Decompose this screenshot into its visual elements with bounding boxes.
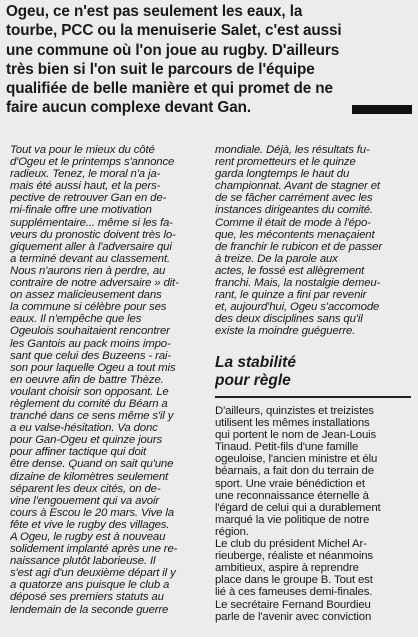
left-column-line: naissance plutôt laborieuse. Il	[10, 555, 156, 568]
right-column-line: franchi. Mais, la nostalgie demeu-	[215, 277, 381, 290]
right-column-line: qui portent le nom de Jean-Louis	[215, 429, 377, 442]
right-column-line: région.	[215, 525, 249, 538]
subheading-line: La stabilité	[215, 354, 296, 371]
right-column-line: rent prometteurs et le quinze	[215, 156, 356, 169]
left-column-line: les Gantois au pack moins impo-	[10, 337, 171, 350]
right-column-line: de se fâcher carrément avec les	[215, 192, 373, 205]
right-column-line: marqué la vie politique de notre	[215, 513, 370, 526]
right-column-line: place dans le groupe B. Tout est	[215, 574, 373, 587]
lede-end-bar	[352, 105, 412, 114]
left-column-line: contraire de notre adversaire » dit-	[10, 277, 179, 290]
lede-line: faire aucun complexe devant Gan.	[6, 99, 252, 117]
left-column-line: dizaine de kilomètres seulement	[10, 470, 169, 483]
section-subheading	[215, 354, 415, 390]
right-column-line: championnat. Avant de stagner et	[215, 180, 380, 193]
left-column-line: vine l'engouement qui va avoir	[10, 494, 160, 507]
lede-line: une commune où l'on joue au rugby. D'ailleurs	[6, 41, 340, 59]
left-column-line: en oeuvre afin de battre Thèze.	[10, 373, 164, 386]
left-column-line: lendemain de la seconde guerre	[10, 603, 169, 616]
left-column-line: séparent les deux cités, on de-	[10, 482, 161, 495]
left-column-line: A Ogeu, le rugby est à nouveau	[10, 531, 166, 543]
lede-line: tourbe, PCC ou la menuiserie Salet, c'est aussi	[6, 22, 342, 40]
right-column-line: des deux disciplines sans qu'il	[215, 313, 363, 326]
left-column-line: Nous n'aurons rien à perdre, au	[10, 264, 166, 277]
right-column-line: garda longtemps le haut du	[215, 168, 350, 181]
right-column-line: utilisent les mêmes installations	[215, 417, 370, 430]
right-column-line: parle de l'avenir avec conviction	[215, 610, 372, 623]
right-column-bottom	[215, 405, 413, 623]
left-column-line: mais été aussi haut, et la pers-	[10, 180, 161, 193]
left-column-line: supplémentaire... même si les fa-	[10, 216, 173, 229]
left-column-line: Tout va pour le mieux du côté	[10, 144, 155, 156]
right-column-line: lié à ces fameuses demi-finales.	[215, 586, 373, 599]
left-column-line: voulant choisir son opposant. Le	[10, 385, 169, 398]
left-column-line: a terminé devant au classement.	[10, 252, 170, 265]
left-column-line: règlement du comité du Béarn a	[10, 397, 168, 410]
right-column-line: Le club du président Michel Ar-	[215, 538, 367, 551]
right-column-line: et, aujourd'hui, Ogeu s'accomode	[215, 301, 380, 314]
lede-paragraph	[6, 2, 414, 118]
right-column-top	[215, 144, 413, 338]
left-column-line: la commune si célèbre pour ses	[10, 301, 167, 314]
right-column-line: ambitieux, aspire à reprendre	[215, 562, 359, 575]
left-column-line: déposé ses premiers statuts au	[10, 591, 164, 604]
left-column-line: pour affiner tactique qui doit	[10, 446, 147, 459]
right-column-line: Comme il était de mode à l'épo-	[215, 216, 371, 229]
right-column-line: rieuberge, réaliste et néanmoins	[215, 550, 373, 563]
lede-line: qualifiée de belle manière et qui promet de ne	[6, 80, 333, 98]
left-column	[10, 144, 204, 616]
right-column-line: actes, le fossé est allègrement	[215, 264, 365, 277]
right-column-line: béarnais, a fait don du terrain de	[215, 465, 374, 478]
left-column-line: radieux. Tenez, le moral n'a ja-	[10, 168, 161, 181]
right-column-line: instances dirigeantes du comité.	[215, 204, 373, 217]
right-column-line: Tinaud. Petit-fils d'une famille	[215, 441, 359, 454]
lede-line: Ogeu, ce n'est pas seulement les eaux, la	[6, 3, 303, 20]
right-column-line: Le secrétaire Fernand Bourdieu	[215, 598, 371, 611]
subheading-rule	[215, 396, 411, 398]
left-column-line: eaux. Il n'empêche que les	[10, 313, 142, 326]
right-column-line: une reconnaissance éternelle à	[215, 489, 369, 502]
left-column-line: s'est agi d'un deuxième départ il y	[10, 567, 176, 580]
right-column-line: ogeuloise, l'ancien ministre et élu	[215, 453, 378, 466]
left-column-line: d'Ogeu et le printemps s'annonce	[10, 156, 175, 169]
right-column-line: que, les mécontents menaçaient	[215, 228, 375, 241]
left-column-line: on assez malicieusement dans	[10, 289, 162, 302]
lede-line: très bien si l'on suit le parcours de l'équipe	[6, 60, 315, 78]
left-column-line: pective de retrouver Gan en de-	[10, 192, 167, 205]
left-column-line: a quatorze ans puisque le club a	[10, 579, 170, 592]
left-column-line: fête et vive le rugby des villages.	[10, 518, 170, 531]
right-column-line: sport. Une vraie bénédiction et	[215, 477, 365, 490]
left-column-line: Ogeulois souhaitaient rencontrer	[10, 325, 170, 338]
right-column-line: de franchir le rubicon et de passer	[215, 240, 382, 253]
left-column-line: pour Gan-Ogeu et quinze jours	[10, 434, 163, 447]
right-column-line: D'ailleurs, quinzistes et treizistes	[215, 405, 374, 417]
left-column-line: giquement aller à l'adversaire qui	[10, 240, 172, 253]
left-column-line: veurs du pronostic doivent très lo-	[10, 228, 176, 241]
right-column-line: à treize. De la parole aux	[215, 252, 338, 265]
right-column-line: l'égard de celui qui a durablement	[215, 501, 381, 514]
left-column-line: sant que celui des Buzeens - rai-	[10, 349, 171, 362]
left-column-line: tranché dans ce sens même s'il y	[10, 410, 174, 423]
left-column-line: a eu valse-hésitation. Va donc	[10, 422, 158, 435]
left-column-line: cours à Escou le 20 mars. Vive la	[10, 506, 174, 519]
left-column-line: solidement implanté après une re-	[10, 543, 178, 556]
left-column-line: mi-finale offre une motivation	[10, 204, 152, 217]
right-column-line: mondiale. Déjà, les résultats fu-	[215, 144, 370, 156]
right-column-line: existe la moindre guéguerre.	[215, 325, 356, 338]
left-column-line: son pour laquelle Ogeu a tout mis	[10, 361, 176, 374]
right-column-line: rant, le quinze a fini par revenir	[215, 289, 367, 302]
left-column-line: être dense. Quand on sait qu'une	[10, 458, 174, 471]
subheading-line: pour règle	[215, 372, 291, 389]
